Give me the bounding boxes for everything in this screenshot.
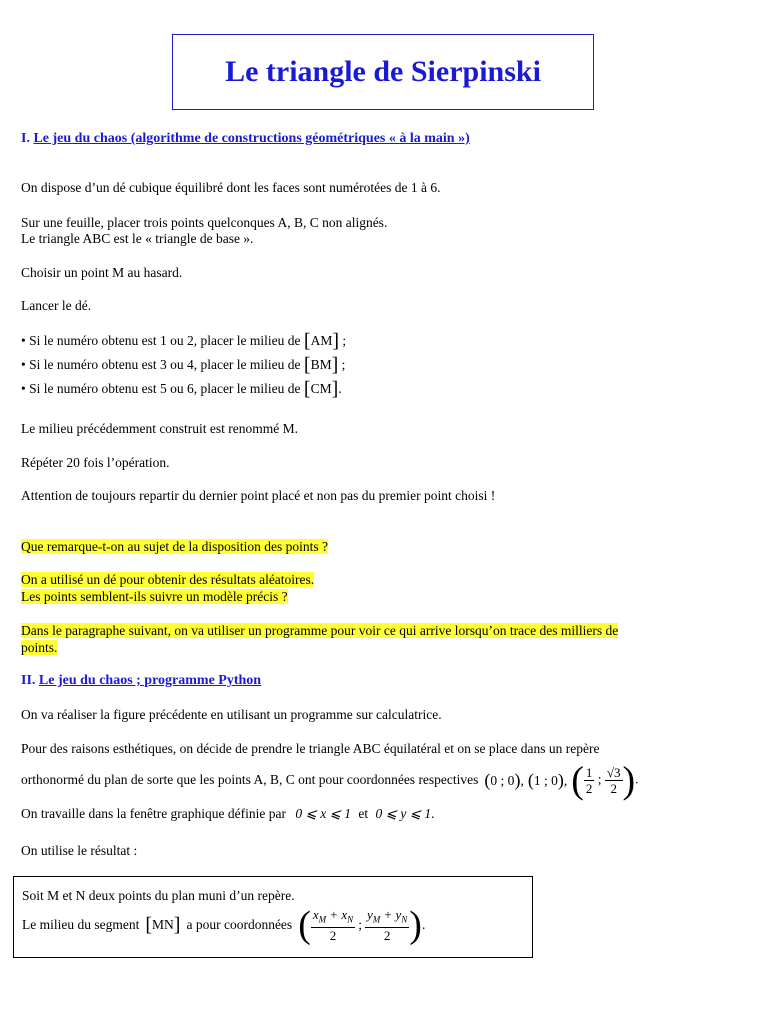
numerator: $x_M + x_N$ — [311, 907, 355, 929]
coord-b: (1 ; 0), — [527, 769, 568, 790]
section-2-number: II. — [21, 673, 36, 688]
bracket-close: ] — [332, 330, 340, 352]
title-box — [172, 34, 594, 110]
paragraph-12: On utilise le résultat : — [21, 843, 138, 858]
paragraph-1: On dispose d’un dé cubique équilibré dont les faces sont numérotées de 1 à 6. — [21, 180, 441, 195]
paragraph-2b: Le triangle ABC est le « triangle de base ». — [21, 231, 254, 246]
question-2b-text: Les points semblent-ils suivre un modèle précis ? — [21, 589, 288, 604]
rule-1-end: ; — [339, 333, 347, 348]
coord-c: ( $\frac{1}{2}$ ; $\frac{√3}{2}$ ). — [571, 759, 639, 801]
rule-2-segment: BM — [310, 357, 332, 372]
question-3b — [21, 640, 57, 656]
paragraph-8: On va réaliser la figure précédente en utilisant un programme sur calculatrice. — [21, 707, 442, 722]
question-1 — [21, 539, 328, 555]
rule-2-end: ; — [338, 357, 346, 372]
denominator: 2 — [585, 780, 593, 796]
paragraph-10-text: orthonormé du plan de sorte que les points A, B, C ont pour coordonnées respectives — [21, 772, 479, 787]
midpoint-y-fraction — [365, 907, 409, 944]
bracket-open: [ — [145, 914, 153, 936]
paragraph-6: Répéter 20 fois l’opération. — [21, 455, 170, 470]
numerator: $y_M + y_N$ — [365, 907, 409, 929]
fraction — [605, 765, 623, 796]
rule-3-text: • Si le numéro obtenu est 5 ou 6, placer le milieu de — [21, 381, 304, 396]
bracket-close: ] — [331, 378, 339, 400]
window-and: et — [358, 806, 369, 821]
rule-1 — [21, 330, 347, 352]
rule-2-text: • Si le numéro obtenu est 3 ou 4, placer le milieu de — [21, 357, 304, 372]
question-3a — [21, 623, 618, 639]
denominator: 2 — [383, 928, 391, 944]
rule-1-text: • Si le numéro obtenu est 1 ou 2, placer le milieu de — [21, 333, 304, 348]
paragraph-4: Lancer le dé. — [21, 298, 92, 313]
section-2-heading — [21, 673, 261, 689]
coord-b-value: 1 ; 0 — [533, 772, 558, 788]
rule-1-segment: AM — [310, 333, 333, 348]
coord-a-value: 0 ; 0 — [490, 772, 515, 788]
box-line-1: Soit M et N deux points du plan muni d’un repère. — [22, 888, 295, 903]
numerator: 1 — [585, 764, 593, 780]
bracket-close: ] — [173, 914, 181, 936]
paragraph-11-text: On travaille dans la fenêtre graphique définie par — [21, 806, 287, 821]
question-3a-text: Dans le paragraphe suivant, on va utiliser un programme pour voir ce qui arrive lorsqu’on trace des milliers de — [21, 623, 619, 638]
paragraph-10 — [21, 760, 639, 800]
rule-3-end: . — [338, 381, 342, 396]
paragraph-5: Le milieu précédemment construit est renommé M. — [21, 421, 299, 436]
numerator: √3 — [606, 764, 621, 780]
question-2b — [21, 589, 288, 605]
paragraph-7: Attention de toujours repartir du dernier point placé et non pas du premier point choisi ! — [21, 488, 496, 503]
rule-3-segment: CM — [310, 381, 332, 396]
paragraph-3: Choisir un point M au hasard. — [21, 265, 183, 280]
paragraph-2a: Sur une feuille, placer trois points quelconques A, B, C non alignés. — [21, 215, 388, 230]
window-y: 0 ⩽ y ⩽ 1 — [375, 806, 432, 821]
rule-3 — [21, 378, 342, 400]
rule-2 — [21, 354, 346, 376]
box-line-2b-text: a pour coordonnées — [186, 917, 293, 932]
paragraph-11: On travaille dans la fenêtre graphique définie par 0 ⩽ x ⩽ 1 et 0 ⩽ y ⩽ 1. — [21, 806, 435, 821]
question-2a — [21, 572, 314, 588]
section-1-title: Le jeu du chaos (algorithme de constructions géométriques « à la main ») — [33, 131, 470, 146]
denominator: 2 — [610, 780, 617, 796]
result-box — [13, 876, 533, 958]
bracket-open: [ — [303, 354, 311, 376]
bracket-open: [ — [303, 330, 311, 352]
section-1-number: I. — [21, 131, 30, 146]
box-segment: MN — [152, 917, 174, 932]
paragraph-9: Pour des raisons esthétiques, on décide de prendre le triangle ABC équilatéral et on se place dans un repère — [21, 741, 600, 756]
question-2a-text: On a utilisé un dé pour obtenir des résultats aléatoires. — [21, 572, 315, 587]
question-3b-text: points. — [21, 640, 58, 655]
fraction — [584, 765, 595, 796]
denominator: 2 — [329, 928, 337, 944]
bracket-open: [ — [303, 378, 311, 400]
section-1-heading — [21, 131, 470, 147]
midpoint-x-fraction — [311, 907, 355, 944]
box-line-2: Le milieu du segment [ MN ] a pour coordonnées ( $\frac{x_M + x_N}{2}$ ; $\frac{y_M + y_N}{2}$ ) . — [22, 904, 426, 946]
coord-a: (0 ; 0), — [484, 769, 524, 790]
page-title: Le triangle de Sierpinski — [225, 55, 541, 88]
box-line-2-text: Le milieu du segment — [22, 917, 140, 932]
question-1-text: Que remarque-t-on au sujet de la disposition des points ? — [21, 539, 329, 554]
window-x: 0 ⩽ x ⩽ 1 — [295, 806, 352, 821]
section-2-title: Le jeu du chaos ; programme Python — [38, 673, 262, 688]
bracket-close: ] — [331, 354, 339, 376]
